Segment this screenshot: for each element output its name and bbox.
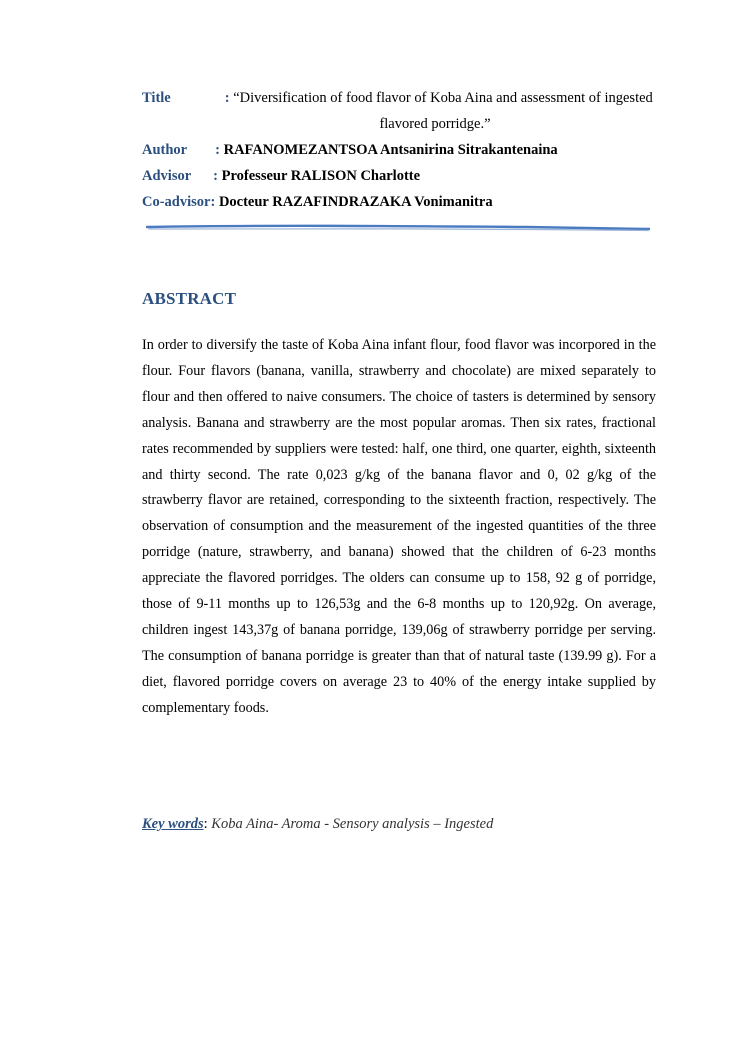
title-separator: : (224, 90, 230, 106)
header-divider-line (146, 223, 652, 235)
title-text-line1: “Diversification of food flavor of Koba Aina and assessment of ingested (233, 90, 653, 106)
co-advisor-label: Co-advisor: (142, 194, 216, 210)
title-text-line2: flavored porridge.” (379, 116, 491, 132)
keywords-colon: : (203, 816, 208, 832)
author-name: RAFANOMEZANTSOA Antsanirina Sitrakantenaina (223, 142, 558, 158)
abstract-heading: ABSTRACT (142, 289, 237, 308)
title-row (142, 85, 656, 137)
keywords-label: Key words (142, 816, 204, 832)
author-separator: : (215, 142, 220, 158)
author-label: Author (142, 142, 188, 158)
abstract-body: In order to diversify the taste of Koba Aina infant flour, food flavor was incorpored in the flour. Four flavors (banana, vanilla, strawberry and chocolate) are mixed separately to flour and then offered to naive consumers. The choice of tasters is determined by sensory analysis. Banana and strawberry are the most popular aromas. Then six rates, fractional rates recommended by suppliers were tested: half, one third, one quarter, eighth, sixteenth and thirty second. The rate 0,023 g/kg of the banana flavor and 0, 02 g/kg of the strawberry flavor are retained, corresponding to the sixteenth fraction, respectively. The observation of consumption and the measurement of the ingested quantities of the three porridge (nature, strawberry, and banana) showed that the children of 6-23 months appreciate the flavored porridges. The olders can consume up to 158, 92 g of porridge, those of 9-11 months up to 126,53g and the 6-8 months up to 120,92g. On average, children ingest 143,37g of banana porridge, 139,06g of strawberry porridge per serving. The consumption of banana porridge is greater than that of natural taste (139.99 g). For a diet, flavored porridge covers on average 23 to 40% of the energy intake supplied by complementary foods. (142, 337, 656, 716)
title-label: Title (142, 90, 171, 106)
author-row (142, 137, 558, 163)
advisor-separator: : (213, 168, 218, 184)
advisor-name: Professeur RALISON Charlotte (221, 168, 421, 184)
advisor-label: Advisor (142, 168, 192, 184)
keywords-value: Koba Aina- Aroma - Sensory analysis – Ingested (211, 816, 494, 832)
co-advisor-row (142, 189, 493, 215)
co-advisor-name: Docteur RAZAFINDRAZAKA Vonimanitra (218, 194, 493, 210)
advisor-row (142, 163, 420, 189)
keywords-line (142, 813, 493, 835)
